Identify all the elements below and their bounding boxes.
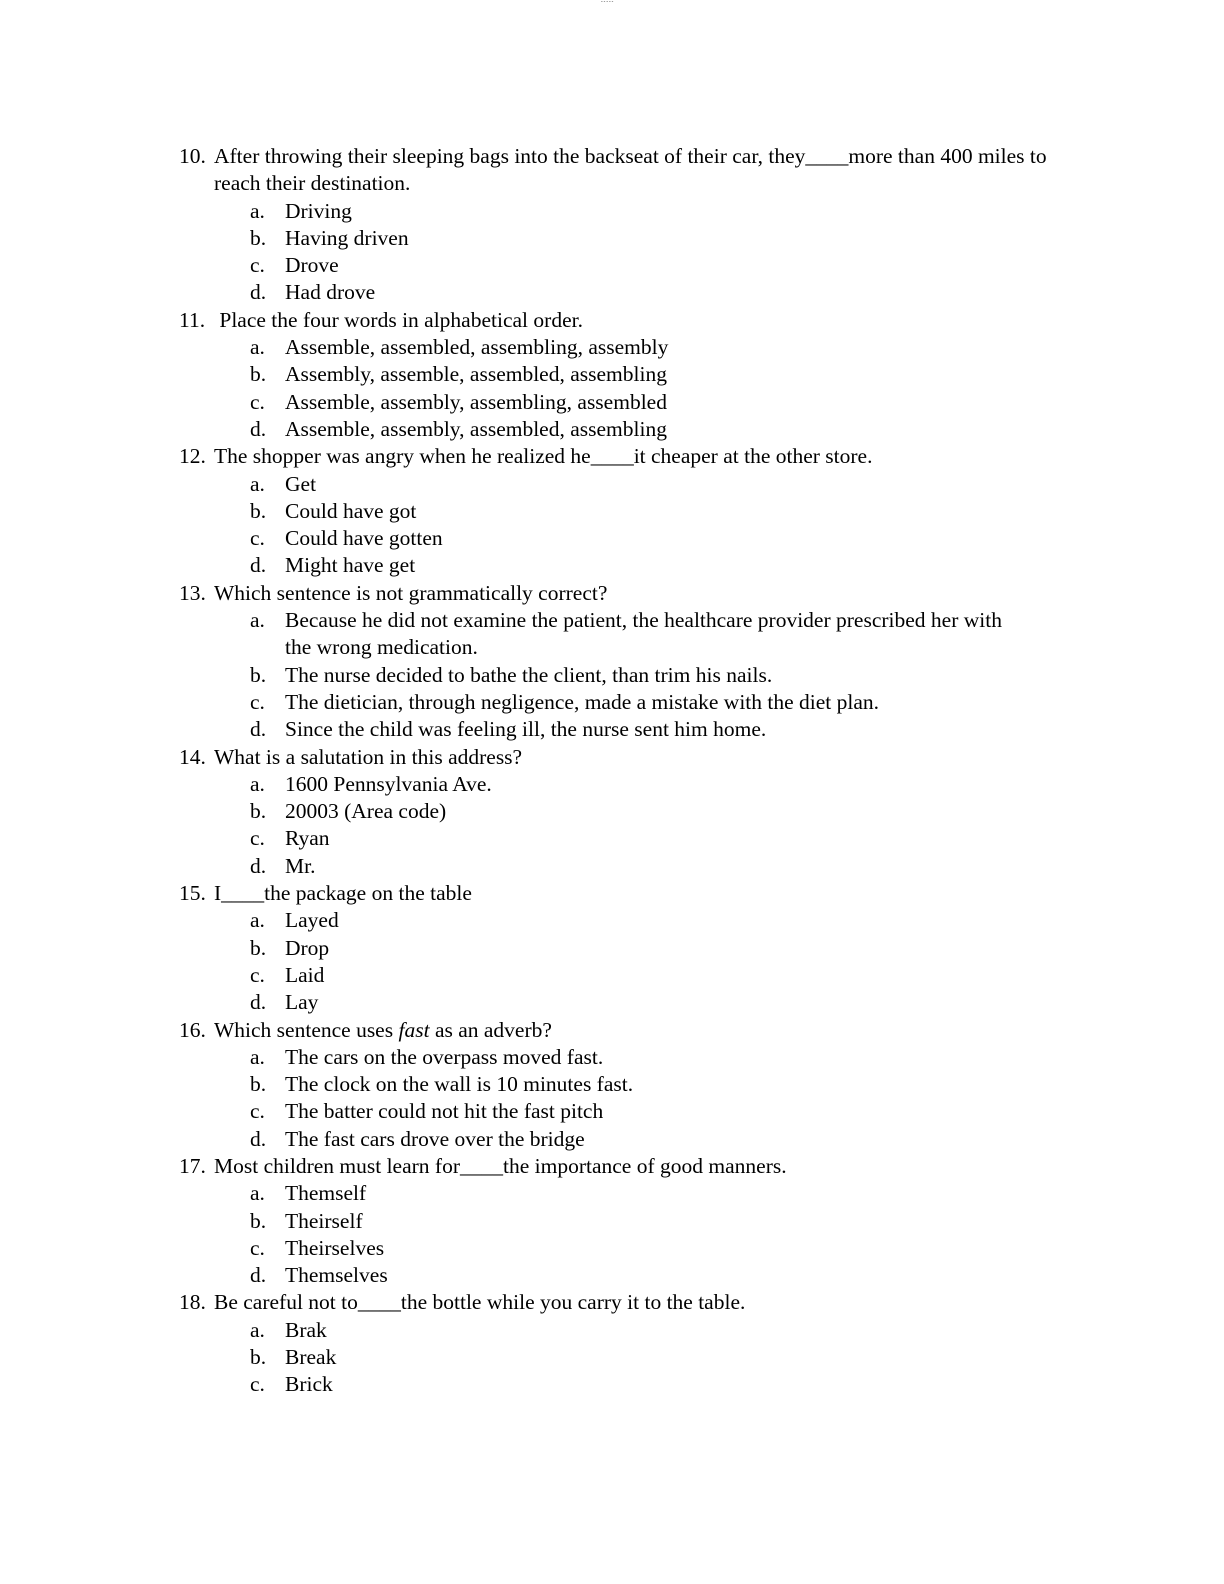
option-letter: b.	[250, 498, 267, 523]
option-letter: c.	[250, 1235, 265, 1260]
answer-option	[179, 989, 1030, 1016]
answer-option	[179, 1262, 1030, 1289]
answer-option	[179, 853, 1030, 880]
option-text: Having driven	[285, 225, 409, 250]
question-stem	[214, 443, 1059, 470]
option-text: The fast cars drove over the bridge	[285, 1126, 585, 1151]
question-15	[179, 880, 1059, 907]
question-number: 12.	[179, 444, 206, 469]
stem-text: After throwing their sleeping bags into the backseat of their car, they____more than 400 miles to reach their destination.	[214, 144, 1053, 196]
option-letter: c.	[250, 826, 265, 851]
answer-option	[179, 1098, 1030, 1125]
option-text: Because he did not examine the patient, the healthcare provider prescribed her with the wrong medication.	[285, 608, 1002, 660]
option-letter: a.	[250, 1317, 265, 1342]
stem-text: Place the four words in alphabetical order.	[214, 307, 583, 332]
answer-option	[179, 798, 1030, 825]
question-stem	[214, 580, 1059, 607]
answer-option	[179, 361, 1030, 388]
answer-option	[179, 252, 1030, 279]
stem-text: What is a salutation in this address?	[214, 744, 523, 769]
option-letter: a.	[250, 1044, 265, 1069]
stem-text: I____the package on the table	[214, 881, 472, 906]
answer-option	[179, 607, 1030, 662]
option-text: Drove	[285, 253, 339, 278]
answer-option	[179, 225, 1030, 252]
answer-option	[179, 771, 1030, 798]
option-letter: a.	[250, 335, 265, 360]
quiz-questions	[179, 143, 1059, 1399]
answer-option	[179, 1071, 1030, 1098]
answer-option	[179, 1371, 1030, 1398]
option-letter: c.	[250, 689, 265, 714]
option-text: Might have get	[285, 553, 416, 578]
option-letter: b.	[250, 1072, 267, 1097]
option-letter: d.	[250, 1263, 267, 1288]
answer-option	[179, 471, 1030, 498]
question-number: 18.	[179, 1290, 206, 1315]
question-number: 10.	[179, 144, 206, 168]
option-letter: b.	[250, 225, 267, 250]
option-text: Could have gotten	[285, 526, 443, 551]
option-letter: a.	[250, 471, 265, 496]
question-14	[179, 744, 1059, 771]
option-letter: a.	[250, 908, 265, 933]
question-16	[179, 1017, 1059, 1044]
stem-text: Which sentence uses	[214, 1017, 399, 1042]
answer-option	[179, 198, 1030, 225]
option-letter: c.	[250, 389, 265, 414]
option-letter: d.	[250, 280, 267, 305]
answer-option	[179, 416, 1030, 443]
option-text: Layed	[285, 908, 339, 933]
option-text: Mr.	[285, 853, 316, 878]
option-text: Driving	[285, 198, 352, 223]
option-letter: a.	[250, 771, 265, 796]
question-stem	[214, 143, 1059, 198]
option-text: Since the child was feeling ill, the nurse sent him home.	[285, 717, 767, 742]
answer-option	[179, 935, 1030, 962]
answer-option	[179, 552, 1030, 579]
option-text: Could have got	[285, 498, 417, 523]
option-text: 20003 (Area code)	[285, 799, 447, 824]
question-17	[179, 1153, 1059, 1180]
option-text: Lay	[285, 990, 319, 1015]
option-letter: d.	[250, 1126, 267, 1151]
option-text: Assemble, assembly, assembling, assembled	[285, 389, 667, 414]
answer-option	[179, 662, 1030, 689]
option-letter: d.	[250, 990, 267, 1015]
header-mark: -----	[601, 0, 615, 5]
answer-option	[179, 689, 1030, 716]
option-letter: b.	[250, 1345, 267, 1370]
option-text: The clock on the wall is 10 minutes fast.	[285, 1072, 634, 1097]
question-stem	[214, 307, 1059, 334]
question-11	[179, 307, 1059, 334]
answer-option	[179, 1317, 1030, 1344]
option-letter: b.	[250, 662, 267, 687]
option-letter: b.	[250, 1208, 267, 1233]
answer-option	[179, 1344, 1030, 1371]
answer-option	[179, 334, 1030, 361]
option-text: Theirself	[285, 1208, 363, 1233]
option-letter: b.	[250, 362, 267, 387]
answer-option	[179, 962, 1030, 989]
question-stem	[214, 1153, 1059, 1180]
answer-option	[179, 1126, 1030, 1153]
option-text: Had drove	[285, 280, 376, 305]
question-18	[179, 1289, 1059, 1316]
emphasized-word: fast	[398, 1017, 430, 1042]
option-letter: d.	[250, 416, 267, 441]
option-letter: b.	[250, 935, 267, 960]
option-text: Drop	[285, 935, 330, 960]
option-text: Assemble, assembly, assembled, assembling	[285, 416, 667, 441]
question-stem	[214, 744, 1059, 771]
option-letter: d.	[250, 853, 267, 878]
option-letter: c.	[250, 253, 265, 278]
option-letter: c.	[250, 1099, 265, 1124]
option-text: Themself	[285, 1181, 367, 1206]
option-text: Brak	[285, 1317, 327, 1342]
option-letter: c.	[250, 526, 265, 551]
stem-text: The shopper was angry when he realized he____it cheaper at the other store.	[214, 444, 873, 469]
stem-text: Be careful not to____the bottle while you carry it to the table.	[214, 1290, 746, 1315]
answer-option	[179, 389, 1030, 416]
answer-option	[179, 825, 1030, 852]
question-10	[179, 143, 1059, 198]
question-number: 13.	[179, 580, 206, 605]
answer-option	[179, 907, 1030, 934]
question-number: 15.	[179, 881, 206, 906]
question-number: 11.	[179, 307, 206, 332]
option-text: Brick	[285, 1372, 333, 1397]
question-13	[179, 580, 1059, 607]
option-letter: a.	[250, 198, 265, 223]
answer-option	[179, 1235, 1030, 1262]
option-text: The batter could not hit the fast pitch	[285, 1099, 604, 1124]
option-letter: d.	[250, 553, 267, 578]
answer-option	[179, 525, 1030, 552]
option-text: Get	[285, 471, 317, 496]
option-letter: c.	[250, 962, 265, 987]
stem-text: as an adverb?	[429, 1017, 552, 1042]
question-number: 14.	[179, 744, 206, 769]
stem-text: Most children must learn for____the importance of good manners.	[214, 1153, 787, 1178]
question-stem	[214, 1017, 1059, 1044]
answer-option	[179, 279, 1030, 306]
option-text: Break	[285, 1345, 337, 1370]
option-text: Laid	[285, 962, 325, 987]
option-letter: c.	[250, 1372, 265, 1397]
option-text: The cars on the overpass moved fast.	[285, 1044, 604, 1069]
option-text: Assembly, assemble, assembled, assembling	[285, 362, 667, 387]
option-text: 1600 Pennsylvania Ave.	[285, 771, 492, 796]
option-letter: d.	[250, 717, 267, 742]
question-12	[179, 443, 1059, 470]
option-text: The nurse decided to bathe the client, than trim his nails.	[285, 662, 773, 687]
answer-option	[179, 716, 1030, 743]
option-text: Theirselves	[285, 1235, 385, 1260]
option-text: The dietician, through negligence, made a mistake with the diet plan.	[285, 689, 880, 714]
option-text: Ryan	[285, 826, 330, 851]
answer-option	[179, 498, 1030, 525]
question-stem	[214, 1289, 1059, 1316]
option-letter: b.	[250, 799, 267, 824]
answer-option	[179, 1208, 1030, 1235]
option-text: Themselves	[285, 1263, 388, 1288]
option-letter: a.	[250, 608, 265, 633]
question-stem	[214, 880, 1059, 907]
question-number: 17.	[179, 1153, 206, 1178]
option-text: Assemble, assembled, assembling, assembly	[285, 335, 669, 360]
question-number: 16.	[179, 1017, 206, 1042]
answer-option	[179, 1044, 1030, 1071]
stem-text: Which sentence is not grammatically correct?	[214, 580, 608, 605]
option-letter: a.	[250, 1181, 265, 1206]
answer-option	[179, 1180, 1030, 1207]
